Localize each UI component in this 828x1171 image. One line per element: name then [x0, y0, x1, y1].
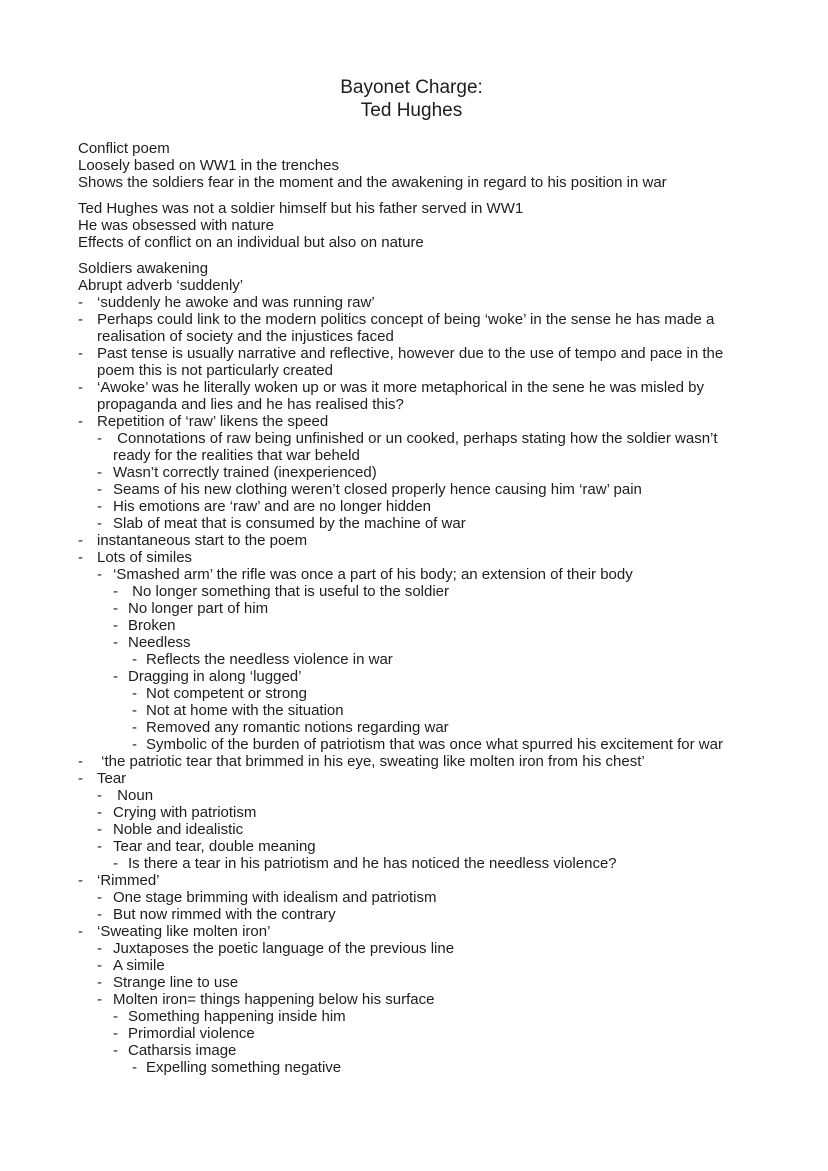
paragraph [78, 140, 745, 191]
bullet-dash-icon: - [97, 515, 102, 532]
bullet-dash-icon: - [97, 498, 102, 515]
bullet-item [78, 379, 745, 413]
bullet-item [113, 600, 745, 617]
paragraph-line: He was obsessed with nature [78, 217, 274, 234]
paragraph-line: Abrupt adverb ‘suddenly’ [78, 277, 244, 294]
bullet-dash-icon: - [97, 821, 102, 838]
bullet-dash-icon: - [132, 702, 137, 719]
bullet-dash-icon: - [113, 600, 118, 617]
bullet-dash-icon: - [78, 379, 83, 396]
bullet-text: Catharsis image [128, 1042, 237, 1059]
bullet-dash-icon: - [113, 583, 118, 600]
bullet-item [78, 549, 745, 566]
bullet-item [78, 770, 745, 787]
bullet-text: A simile [113, 957, 165, 974]
paragraph [78, 200, 745, 251]
bullet-item [132, 702, 745, 719]
bullet-dash-icon: - [132, 1059, 137, 1076]
bullet-dash-icon: - [97, 430, 102, 447]
bullet-item [78, 753, 745, 770]
bullet-text: No longer part of him [128, 600, 269, 617]
bullet-text: Noun [113, 787, 154, 804]
bullet-dash-icon: - [78, 413, 83, 430]
bullet-item [97, 940, 745, 957]
bullet-dash-icon: - [78, 345, 83, 362]
bullet-item [113, 617, 745, 634]
bullet-item [97, 991, 745, 1008]
paragraph-line: Loosely based on WW1 in the trenches [78, 157, 339, 174]
bullet-text: Not at home with the situation [146, 702, 344, 719]
document-body [78, 140, 745, 1076]
bullet-item [97, 498, 745, 515]
bullet-item [97, 804, 745, 821]
bullet-dash-icon: - [113, 1025, 118, 1042]
bullet-text: ‘Smashed arm’ the rifle was once a part of his body; an extension of their body [113, 566, 633, 583]
bullet-item [113, 855, 745, 872]
bullet-text: ‘Rimmed’ [97, 872, 160, 889]
title-line-1: Bayonet Charge: [340, 77, 483, 98]
bullet-text: Noble and idealistic [113, 821, 244, 838]
bullet-text: Tear and tear, double meaning [113, 838, 316, 855]
bullet-dash-icon: - [113, 668, 118, 685]
bullet-text: Slab of meat that is consumed by the machine of war [113, 515, 466, 532]
bullet-item [113, 668, 745, 685]
bullet-list [78, 294, 745, 1076]
bullet-text: ‘suddenly he awoke and was running raw’ [97, 294, 375, 311]
bullet-dash-icon: - [97, 940, 102, 957]
bullet-text: Something happening inside him [128, 1008, 346, 1025]
bullet-text: instantaneous start to the poem [97, 532, 308, 549]
bullet-item [97, 787, 745, 804]
bullet-text: Seams of his new clothing weren’t closed properly hence causing him ‘raw’ pain [113, 481, 642, 498]
bullet-dash-icon: - [97, 991, 102, 1008]
bullet-item [97, 464, 745, 481]
bullet-text: Broken [128, 617, 176, 634]
bullet-text: Juxtaposes the poetic language of the previous line [113, 940, 455, 957]
bullet-text: Perhaps could link to the modern politics concept of being ‘woke’ in the sense he has made a realisation of society and the injustices faced [97, 311, 719, 345]
document-title [78, 76, 745, 122]
bullet-item [113, 634, 745, 651]
bullet-item [132, 1059, 745, 1076]
bullet-dash-icon: - [97, 974, 102, 991]
paragraph-line: Ted Hughes was not a soldier himself but his father served in WW1 [78, 200, 524, 217]
bullet-text: Wasn’t correctly trained (inexperienced) [113, 464, 377, 481]
bullet-text: Removed any romantic notions regarding war [146, 719, 449, 736]
bullet-dash-icon: - [78, 923, 83, 940]
bullet-text: Primordial violence [128, 1025, 255, 1042]
bullet-text: Past tense is usually narrative and reflective, however due to the use of tempo and pace in the poem this is not particularly created [97, 345, 728, 379]
bullet-text: ‘the patriotic tear that brimmed in his eye, sweating like molten iron from his chest’ [97, 753, 645, 770]
bullet-item [97, 566, 745, 583]
paragraph-line: Effects of conflict on an individual but also on nature [78, 234, 424, 251]
bullet-dash-icon: - [78, 549, 83, 566]
bullet-text: Is there a tear in his patriotism and he has noticed the needless violence? [128, 855, 617, 872]
bullet-dash-icon: - [78, 294, 83, 311]
bullet-item [97, 906, 745, 923]
paragraph-line: Conflict poem [78, 140, 170, 157]
bullet-dash-icon: - [113, 1042, 118, 1059]
bullet-dash-icon: - [78, 872, 83, 889]
bullet-dash-icon: - [97, 804, 102, 821]
bullet-dash-icon: - [97, 838, 102, 855]
bullet-dash-icon: - [78, 532, 83, 549]
bullet-item [78, 413, 745, 430]
bullet-dash-icon: - [97, 906, 102, 923]
paragraph [78, 260, 745, 294]
bullet-dash-icon: - [113, 1008, 118, 1025]
bullet-item [113, 1025, 745, 1042]
bullet-dash-icon: - [113, 617, 118, 634]
bullet-dash-icon: - [132, 685, 137, 702]
bullet-dash-icon: - [113, 634, 118, 651]
bullet-dash-icon: - [132, 651, 137, 668]
bullet-dash-icon: - [97, 889, 102, 906]
bullet-item [78, 923, 745, 940]
bullet-item [132, 685, 745, 702]
bullet-item [113, 1042, 745, 1059]
bullet-dash-icon: - [78, 311, 83, 328]
bullet-text: Repetition of ‘raw’ likens the speed [97, 413, 329, 430]
bullet-text: But now rimmed with the contrary [113, 906, 336, 923]
bullet-dash-icon: - [132, 736, 137, 753]
bullet-text: Needless [128, 634, 191, 651]
bullet-dash-icon: - [78, 753, 83, 770]
bullet-item [78, 872, 745, 889]
bullet-dash-icon: - [97, 787, 102, 804]
bullet-item [132, 719, 745, 736]
bullet-text: ‘Awoke’ was he literally woken up or was it more metaphorical in the sene he was misled by propaganda and lies and he has realised this? [97, 379, 709, 413]
bullet-item [97, 515, 745, 532]
bullet-text: Connotations of raw being unfinished or un cooked, perhaps stating how the soldier wasn’t ready for the realities that war beheld [113, 430, 722, 464]
bullet-text: Symbolic of the burden of patriotism that was once what spurred his excitement for war [146, 736, 723, 753]
bullet-item [113, 583, 745, 600]
bullet-item [97, 821, 745, 838]
bullet-text: Reflects the needless violence in war [146, 651, 393, 668]
title-line-2: Ted Hughes [360, 100, 463, 121]
bullet-text: Dragging in along ‘lugged’ [128, 668, 302, 685]
bullet-text: Lots of similes [97, 549, 193, 566]
bullet-text: Not competent or strong [146, 685, 307, 702]
bullet-item [132, 736, 745, 753]
bullet-item [97, 838, 745, 855]
bullet-item [78, 294, 745, 311]
bullet-text: Expelling something negative [146, 1059, 342, 1076]
bullet-dash-icon: - [97, 464, 102, 481]
bullet-item [97, 957, 745, 974]
bullet-item [78, 345, 745, 379]
bullet-dash-icon: - [132, 719, 137, 736]
bullet-item [78, 311, 745, 345]
bullet-item [97, 481, 745, 498]
bullet-dash-icon: - [97, 957, 102, 974]
bullet-text: Crying with patriotism [113, 804, 257, 821]
paragraph-line: Soldiers awakening [78, 260, 209, 277]
bullet-text: ‘Sweating like molten iron’ [97, 923, 271, 940]
bullet-item [132, 651, 745, 668]
bullet-text: No longer something that is useful to the soldier [128, 583, 450, 600]
bullet-item [97, 889, 745, 906]
bullet-item [113, 1008, 745, 1025]
bullet-text: His emotions are ‘raw’ and are no longer hidden [113, 498, 431, 515]
bullet-dash-icon: - [113, 855, 118, 872]
bullet-text: Molten iron= things happening below his surface [113, 991, 435, 1008]
bullet-text: One stage brimming with idealism and patriotism [113, 889, 437, 906]
bullet-item [78, 532, 745, 549]
bullet-text: Strange line to use [113, 974, 239, 991]
bullet-item [97, 974, 745, 991]
paragraph-line: Shows the soldiers fear in the moment and the awakening in regard to his position in war [78, 174, 667, 191]
bullet-dash-icon: - [78, 770, 83, 787]
bullet-dash-icon: - [97, 481, 102, 498]
bullet-dash-icon: - [97, 566, 102, 583]
bullet-text: Tear [97, 770, 127, 787]
bullet-item [97, 430, 745, 464]
